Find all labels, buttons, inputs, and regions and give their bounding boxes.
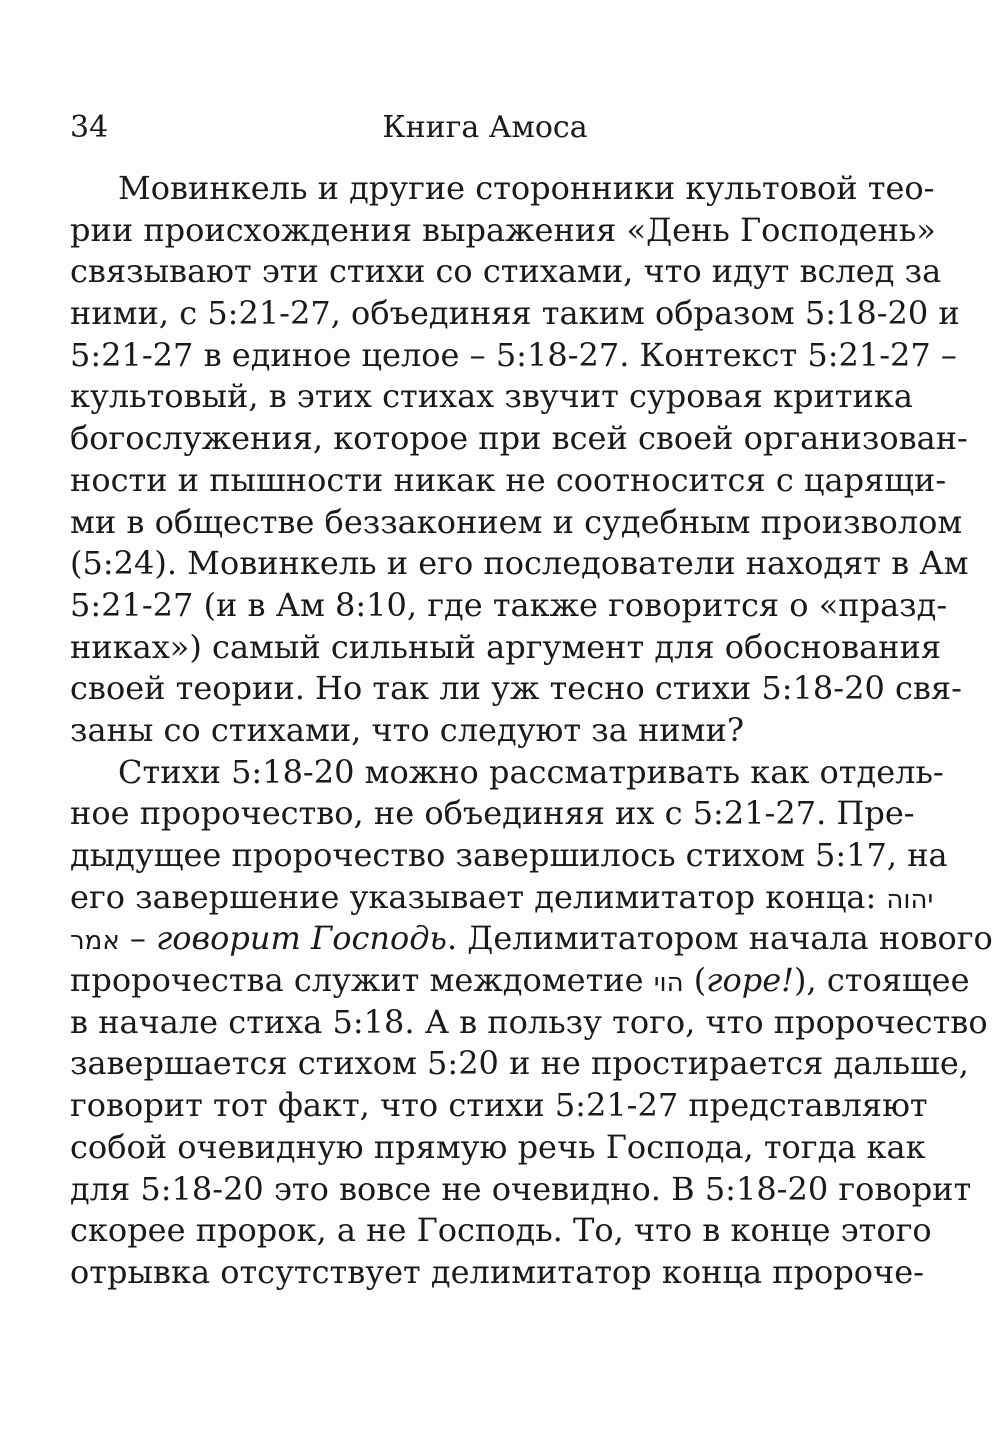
- text-segment: (: [683, 961, 707, 1000]
- italic-phrase: горе!: [706, 961, 794, 1000]
- italic-phrase: говорит Господь: [156, 919, 447, 958]
- text-line: культовый, в этих стихах звучит суровая критика: [70, 377, 913, 416]
- text-segment: ), стоящее: [794, 961, 970, 1000]
- text-line: ними, с 5:21-27, объединяя таким образом 5:18-20 и: [70, 294, 960, 333]
- running-head: [70, 108, 900, 148]
- text-line: рии происхождения выражения «День Господень»: [70, 210, 936, 249]
- text-line: отрывка отсутствует делимитатор конца пророче-: [70, 1252, 924, 1291]
- running-title: Книга Амоса: [382, 110, 588, 145]
- text-line: собой очевидную прямую речь Господа, тогда как: [70, 1127, 926, 1166]
- hebrew-word: הוי: [653, 968, 684, 999]
- text-line: [70, 960, 970, 1002]
- text-segment: пророчества служит междометие: [70, 961, 644, 1000]
- text-line: своей теории. Но так ли уж тесно стихи 5:18-20 свя-: [70, 669, 962, 708]
- hebrew-word: יהוה: [886, 884, 934, 915]
- text-line: связывают эти стихи со стихами, что идут вслед за: [70, 252, 942, 291]
- text-line: богослужения, которое при всей своей организован-: [70, 419, 968, 458]
- text-line: никах») самый сильный аргумент для обоснования: [70, 627, 941, 666]
- text-line: 5:21-27 (и в Ам 8:10, где также говорится о «празд-: [70, 585, 948, 624]
- text-line: заны со стихами, что следуют за ними?: [70, 710, 744, 749]
- text-line: ми в обществе беззаконием и судебным произволом: [70, 502, 963, 541]
- text-segment: . Делимитатором начала нового: [446, 919, 993, 958]
- text-line: ности и пышности никак не соотносится с царящи-: [70, 460, 947, 499]
- hebrew-word: אמר: [70, 926, 120, 957]
- paragraph-1: [70, 168, 969, 752]
- text-line: [70, 918, 993, 960]
- text-line: в начале стиха 5:18. А в пользу того, что пророчество: [70, 1002, 988, 1041]
- text-line: завершается стихом 5:20 и не простирается дальше,: [70, 1044, 969, 1083]
- text-line: Стихи 5:18-20 можно рассматривать как отдель-: [118, 752, 944, 791]
- text-line: Мовинкель и другие сторонники культовой тео-: [118, 169, 935, 207]
- body-text: [70, 168, 993, 1294]
- text-line: ное пророчество, не объединяя их с 5:21-27. Пре-: [70, 794, 915, 833]
- text-line: 5:21-27 в единое целое – 5:18-27. Контекст 5:21-27 –: [70, 335, 957, 374]
- text-segment: –: [119, 919, 157, 958]
- paragraph-2: [70, 752, 993, 1294]
- page-number: 34: [70, 110, 109, 145]
- text-line: скорее пророк, а не Господь. То, что в конце этого: [70, 1211, 932, 1250]
- text-segment: его завершение указывает делимитатор конца:: [70, 877, 877, 916]
- text-line: для 5:18-20 это вовсе не очевидно. В 5:18-20 говорит: [70, 1169, 972, 1208]
- text-line: говорит тот факт, что стихи 5:21-27 представляют: [70, 1086, 928, 1125]
- text-line: [70, 877, 934, 919]
- text-line: дыдущее пророчество завершилось стихом 5:17, на: [70, 836, 948, 874]
- text-line: (5:24). Мовинкель и его последователи находят в Ам: [70, 544, 969, 583]
